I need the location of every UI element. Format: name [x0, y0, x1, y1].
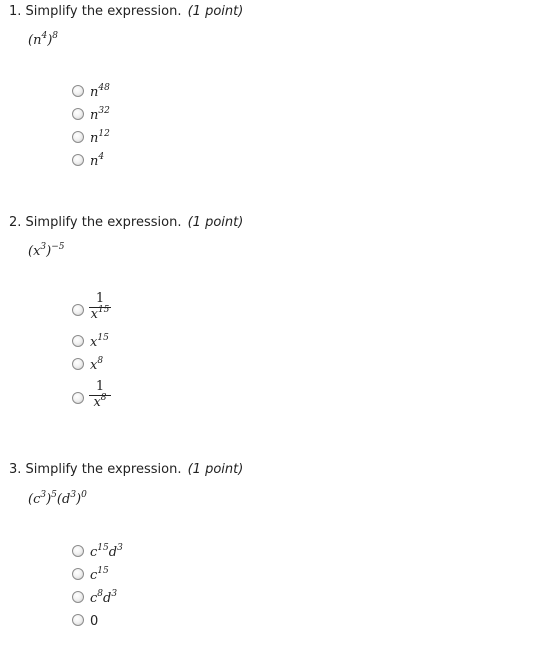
radio-button[interactable] — [72, 131, 84, 143]
question-header — [9, 4, 243, 19]
question-number: 2. — [9, 215, 22, 230]
question-header — [9, 462, 243, 477]
question-expression: $(c^3)^5(d^3)^0$ — [28, 490, 87, 507]
question-prompt: Simplify the expression. — [25, 462, 182, 477]
question-points: (1 point) — [187, 462, 244, 477]
question-expression: $(x^3)^{-5}$ — [28, 242, 65, 259]
radio-button[interactable] — [72, 304, 84, 316]
radio-button[interactable] — [72, 545, 84, 557]
radio-button[interactable] — [72, 568, 84, 580]
fraction: 1 $x^8$ — [89, 379, 111, 410]
question-number: 1. — [9, 4, 22, 19]
question-points: (1 point) — [187, 215, 244, 230]
radio-button[interactable] — [72, 358, 84, 370]
question-header — [9, 215, 243, 230]
question-prompt: Simplify the expression. — [25, 4, 182, 19]
radio-button[interactable] — [72, 591, 84, 603]
question-points: (1 point) — [187, 4, 244, 19]
radio-button[interactable] — [72, 335, 84, 347]
question-number: 3. — [9, 462, 22, 477]
question-expression: $(n^4)^8$ — [28, 31, 58, 48]
fraction: 1 $x^{15}$ — [90, 291, 110, 322]
radio-button[interactable] — [72, 108, 84, 120]
radio-button[interactable] — [72, 614, 84, 626]
radio-button[interactable] — [72, 85, 84, 97]
question-prompt: Simplify the expression. — [25, 215, 182, 230]
radio-button[interactable] — [72, 154, 84, 166]
radio-button[interactable] — [72, 392, 84, 404]
